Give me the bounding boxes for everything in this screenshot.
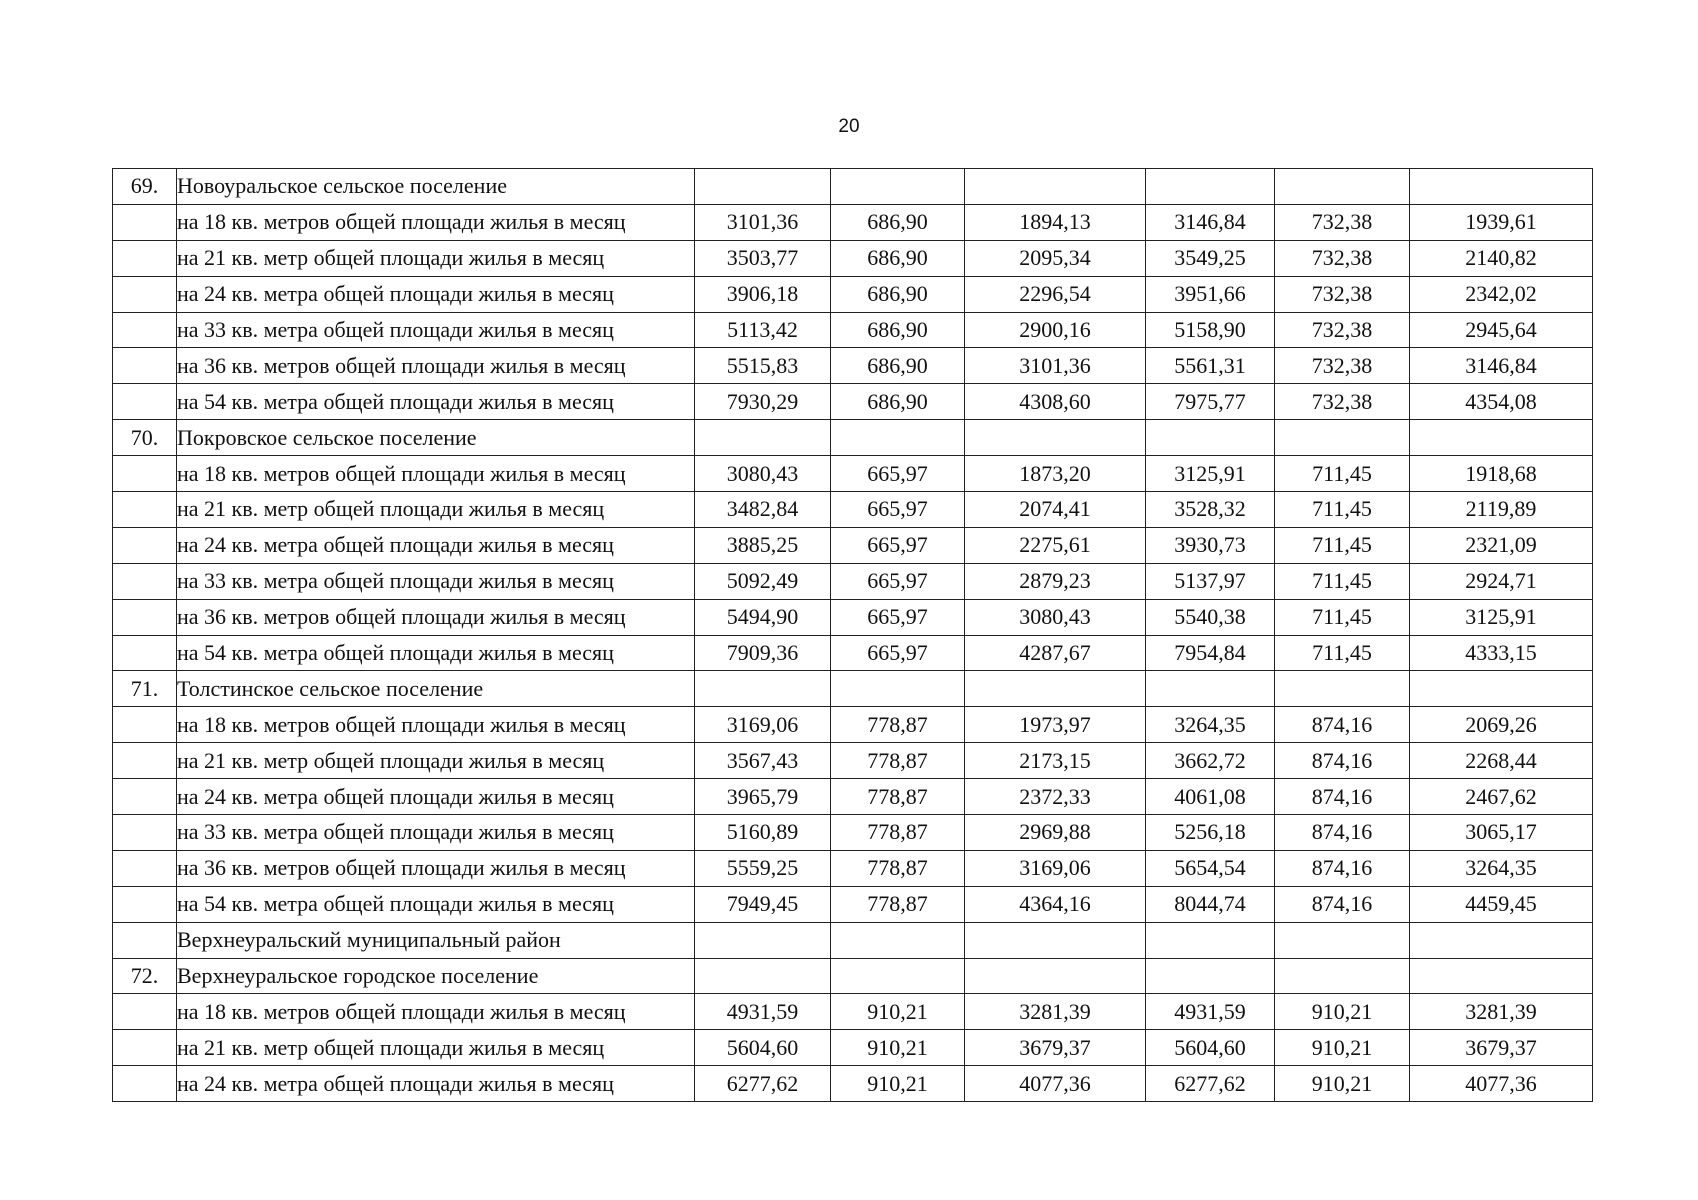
row-number-cell <box>113 815 177 851</box>
value-cell <box>965 958 1146 994</box>
value-cell: 7949,45 <box>695 886 831 922</box>
value-cell: 910,21 <box>831 1030 965 1066</box>
value-cell: 910,21 <box>831 1066 965 1102</box>
value-cell <box>695 671 831 707</box>
table-row <box>113 1066 1593 1102</box>
row-number-cell <box>113 779 177 815</box>
row-label-cell: на 21 кв. метр общей площади жилья в месяц <box>177 492 695 528</box>
value-cell: 3503,77 <box>695 240 831 276</box>
value-cell: 3065,17 <box>1410 815 1593 851</box>
row-label-cell: на 18 кв. метров общей площади жилья в месяц <box>177 707 695 743</box>
table-row <box>113 348 1593 384</box>
value-cell: 686,90 <box>831 204 965 240</box>
table-row <box>113 707 1593 743</box>
value-cell: 3169,06 <box>695 707 831 743</box>
value-cell: 3906,18 <box>695 276 831 312</box>
row-label-cell: Верхнеуральский муниципальный район <box>177 922 695 958</box>
value-cell: 665,97 <box>831 527 965 563</box>
value-cell: 3528,32 <box>1146 492 1275 528</box>
value-cell: 711,45 <box>1275 635 1410 671</box>
row-label-cell: на 24 кв. метра общей площади жилья в месяц <box>177 527 695 563</box>
value-cell: 665,97 <box>831 456 965 492</box>
value-cell: 874,16 <box>1275 815 1410 851</box>
value-cell: 665,97 <box>831 492 965 528</box>
value-cell: 874,16 <box>1275 850 1410 886</box>
value-cell: 3101,36 <box>695 204 831 240</box>
row-number-cell: 72. <box>113 958 177 994</box>
value-cell: 686,90 <box>831 276 965 312</box>
value-cell: 1894,13 <box>965 204 1146 240</box>
value-cell: 874,16 <box>1275 779 1410 815</box>
value-cell: 5113,42 <box>695 312 831 348</box>
value-cell: 4061,08 <box>1146 779 1275 815</box>
row-number-cell <box>113 527 177 563</box>
value-cell: 874,16 <box>1275 743 1410 779</box>
value-cell: 3951,66 <box>1146 276 1275 312</box>
value-cell: 2969,88 <box>965 815 1146 851</box>
value-cell: 1873,20 <box>965 456 1146 492</box>
value-cell <box>1146 420 1275 456</box>
row-label-cell: на 21 кв. метр общей площади жилья в месяц <box>177 240 695 276</box>
value-cell: 7930,29 <box>695 384 831 420</box>
table-row <box>113 850 1593 886</box>
value-cell <box>1275 922 1410 958</box>
value-cell: 910,21 <box>1275 994 1410 1030</box>
value-cell: 3080,43 <box>965 599 1146 635</box>
row-number-cell: 71. <box>113 671 177 707</box>
value-cell <box>1275 671 1410 707</box>
table-row <box>113 204 1593 240</box>
value-cell: 732,38 <box>1275 384 1410 420</box>
row-number-cell <box>113 850 177 886</box>
value-cell: 3169,06 <box>965 850 1146 886</box>
value-cell: 2900,16 <box>965 312 1146 348</box>
value-cell: 1939,61 <box>1410 204 1593 240</box>
value-cell: 910,21 <box>1275 1066 1410 1102</box>
page-number: 20 <box>838 116 860 137</box>
value-cell: 3125,91 <box>1146 456 1275 492</box>
value-cell <box>695 958 831 994</box>
row-number-cell <box>113 1030 177 1066</box>
row-number-cell: 70. <box>113 420 177 456</box>
value-cell: 4308,60 <box>965 384 1146 420</box>
table-row <box>113 994 1593 1030</box>
row-label-cell: на 36 кв. метров общей площади жилья в месяц <box>177 348 695 384</box>
value-cell: 4459,45 <box>1410 886 1593 922</box>
row-number-cell <box>113 492 177 528</box>
value-cell: 3482,84 <box>695 492 831 528</box>
table-row <box>113 815 1593 851</box>
value-cell: 5137,97 <box>1146 563 1275 599</box>
table-row <box>113 779 1593 815</box>
value-cell: 665,97 <box>831 599 965 635</box>
value-cell: 7975,77 <box>1146 384 1275 420</box>
value-cell: 686,90 <box>831 312 965 348</box>
table-row <box>113 599 1593 635</box>
value-cell: 4287,67 <box>965 635 1146 671</box>
value-cell <box>1146 671 1275 707</box>
value-cell: 1918,68 <box>1410 456 1593 492</box>
value-cell <box>965 169 1146 205</box>
row-label-cell: на 33 кв. метра общей площади жилья в месяц <box>177 815 695 851</box>
value-cell: 6277,62 <box>1146 1066 1275 1102</box>
row-number-cell <box>113 312 177 348</box>
table-body <box>113 169 1593 1102</box>
row-number-cell <box>113 563 177 599</box>
row-label-cell: на 18 кв. метров общей площади жилья в месяц <box>177 456 695 492</box>
value-cell: 732,38 <box>1275 348 1410 384</box>
value-cell <box>831 922 965 958</box>
value-cell: 2945,64 <box>1410 312 1593 348</box>
table-row <box>113 922 1593 958</box>
table-row <box>113 958 1593 994</box>
value-cell <box>695 169 831 205</box>
value-cell: 665,97 <box>831 635 965 671</box>
value-cell: 3264,35 <box>1410 850 1593 886</box>
value-cell: 6277,62 <box>695 1066 831 1102</box>
value-cell <box>831 169 965 205</box>
value-cell: 732,38 <box>1275 312 1410 348</box>
value-cell: 4077,36 <box>1410 1066 1593 1102</box>
value-cell: 2321,09 <box>1410 527 1593 563</box>
table-row <box>113 492 1593 528</box>
value-cell: 910,21 <box>1275 1030 1410 1066</box>
table-row <box>113 169 1593 205</box>
row-label-cell: Верхнеуральское городское поселение <box>177 958 695 994</box>
value-cell <box>1146 958 1275 994</box>
value-cell: 778,87 <box>831 707 965 743</box>
value-cell: 778,87 <box>831 815 965 851</box>
value-cell: 5559,25 <box>695 850 831 886</box>
table-row <box>113 276 1593 312</box>
value-cell: 874,16 <box>1275 886 1410 922</box>
row-number-cell <box>113 922 177 958</box>
table-row <box>113 527 1593 563</box>
row-label-cell: Толстинское сельское поселение <box>177 671 695 707</box>
value-cell: 5256,18 <box>1146 815 1275 851</box>
value-cell: 5158,90 <box>1146 312 1275 348</box>
value-cell: 5515,83 <box>695 348 831 384</box>
row-number-cell <box>113 204 177 240</box>
value-cell: 686,90 <box>831 348 965 384</box>
value-cell: 686,90 <box>831 384 965 420</box>
value-cell <box>1410 958 1593 994</box>
value-cell: 711,45 <box>1275 527 1410 563</box>
value-cell <box>1410 922 1593 958</box>
row-label-cell: на 54 кв. метра общей площади жилья в месяц <box>177 886 695 922</box>
value-cell: 8044,74 <box>1146 886 1275 922</box>
value-cell: 3080,43 <box>695 456 831 492</box>
value-cell: 2173,15 <box>965 743 1146 779</box>
value-cell: 1973,97 <box>965 707 1146 743</box>
value-cell <box>1146 169 1275 205</box>
value-cell <box>1275 420 1410 456</box>
value-cell: 3930,73 <box>1146 527 1275 563</box>
tariff-table <box>112 168 1593 1102</box>
value-cell: 3679,37 <box>1410 1030 1593 1066</box>
value-cell: 2296,54 <box>965 276 1146 312</box>
row-label-cell: на 33 кв. метра общей площади жилья в месяц <box>177 563 695 599</box>
row-number-cell <box>113 994 177 1030</box>
value-cell: 2119,89 <box>1410 492 1593 528</box>
row-label-cell: на 24 кв. метра общей площади жилья в месяц <box>177 276 695 312</box>
table-row <box>113 743 1593 779</box>
value-cell <box>1410 420 1593 456</box>
value-cell: 2069,26 <box>1410 707 1593 743</box>
value-cell: 5604,60 <box>1146 1030 1275 1066</box>
value-cell: 3885,25 <box>695 527 831 563</box>
value-cell: 2140,82 <box>1410 240 1593 276</box>
row-number-cell <box>113 635 177 671</box>
value-cell: 5160,89 <box>695 815 831 851</box>
value-cell: 5561,31 <box>1146 348 1275 384</box>
value-cell: 2268,44 <box>1410 743 1593 779</box>
value-cell <box>1275 169 1410 205</box>
row-number-cell <box>113 599 177 635</box>
value-cell <box>965 671 1146 707</box>
value-cell: 5092,49 <box>695 563 831 599</box>
value-cell: 3101,36 <box>965 348 1146 384</box>
row-label-cell: на 21 кв. метр общей площади жилья в месяц <box>177 1030 695 1066</box>
value-cell: 3146,84 <box>1410 348 1593 384</box>
row-label-cell: на 54 кв. метра общей площади жилья в месяц <box>177 384 695 420</box>
value-cell: 2372,33 <box>965 779 1146 815</box>
row-label-cell: Новоуральское сельское поселение <box>177 169 695 205</box>
value-cell: 4333,15 <box>1410 635 1593 671</box>
value-cell <box>1410 169 1593 205</box>
value-cell: 732,38 <box>1275 204 1410 240</box>
value-cell <box>1275 958 1410 994</box>
value-cell: 732,38 <box>1275 276 1410 312</box>
value-cell: 3679,37 <box>965 1030 1146 1066</box>
value-cell: 665,97 <box>831 563 965 599</box>
value-cell: 778,87 <box>831 743 965 779</box>
value-cell: 711,45 <box>1275 456 1410 492</box>
row-number-cell <box>113 384 177 420</box>
value-cell <box>1146 922 1275 958</box>
value-cell: 3567,43 <box>695 743 831 779</box>
table-row <box>113 384 1593 420</box>
value-cell: 2074,41 <box>965 492 1146 528</box>
value-cell: 5540,38 <box>1146 599 1275 635</box>
value-cell: 711,45 <box>1275 563 1410 599</box>
row-label-cell: на 33 кв. метра общей площади жилья в месяц <box>177 312 695 348</box>
row-label-cell: Покровское сельское поселение <box>177 420 695 456</box>
value-cell: 4077,36 <box>965 1066 1146 1102</box>
value-cell: 711,45 <box>1275 492 1410 528</box>
value-cell <box>695 922 831 958</box>
value-cell: 4931,59 <box>1146 994 1275 1030</box>
value-cell: 778,87 <box>831 850 965 886</box>
value-cell: 7954,84 <box>1146 635 1275 671</box>
row-number-cell <box>113 276 177 312</box>
value-cell <box>831 420 965 456</box>
value-cell: 2879,23 <box>965 563 1146 599</box>
value-cell: 2467,62 <box>1410 779 1593 815</box>
table-row <box>113 635 1593 671</box>
value-cell: 732,38 <box>1275 240 1410 276</box>
row-number-cell <box>113 743 177 779</box>
table-row <box>113 240 1593 276</box>
value-cell: 3264,35 <box>1146 707 1275 743</box>
row-number-cell <box>113 886 177 922</box>
row-number-cell <box>113 707 177 743</box>
table-row <box>113 420 1593 456</box>
row-number-cell <box>113 456 177 492</box>
value-cell: 7909,36 <box>695 635 831 671</box>
value-cell <box>1410 671 1593 707</box>
value-cell: 778,87 <box>831 886 965 922</box>
value-cell: 5604,60 <box>695 1030 831 1066</box>
value-cell: 4354,08 <box>1410 384 1593 420</box>
value-cell: 3125,91 <box>1410 599 1593 635</box>
row-number-cell <box>113 240 177 276</box>
table-row <box>113 671 1593 707</box>
value-cell: 2924,71 <box>1410 563 1593 599</box>
row-label-cell: на 24 кв. метра общей площади жилья в месяц <box>177 1066 695 1102</box>
value-cell: 2275,61 <box>965 527 1146 563</box>
value-cell: 711,45 <box>1275 599 1410 635</box>
row-label-cell: на 36 кв. метров общей площади жилья в месяц <box>177 599 695 635</box>
row-number-cell <box>113 348 177 384</box>
row-label-cell: на 21 кв. метр общей площади жилья в месяц <box>177 743 695 779</box>
row-label-cell: на 18 кв. метров общей площади жилья в месяц <box>177 204 695 240</box>
row-number-cell: 69. <box>113 169 177 205</box>
value-cell <box>831 958 965 994</box>
value-cell: 3662,72 <box>1146 743 1275 779</box>
value-cell <box>965 922 1146 958</box>
row-label-cell: на 54 кв. метра общей площади жилья в месяц <box>177 635 695 671</box>
value-cell: 3281,39 <box>1410 994 1593 1030</box>
value-cell: 5654,54 <box>1146 850 1275 886</box>
table-row <box>113 456 1593 492</box>
row-label-cell: на 36 кв. метров общей площади жилья в месяц <box>177 850 695 886</box>
value-cell: 3965,79 <box>695 779 831 815</box>
value-cell: 874,16 <box>1275 707 1410 743</box>
value-cell: 4364,16 <box>965 886 1146 922</box>
table-row <box>113 312 1593 348</box>
value-cell <box>695 420 831 456</box>
row-number-cell <box>113 1066 177 1102</box>
table-row <box>113 563 1593 599</box>
value-cell <box>831 671 965 707</box>
value-cell: 3146,84 <box>1146 204 1275 240</box>
value-cell: 778,87 <box>831 779 965 815</box>
value-cell: 3549,25 <box>1146 240 1275 276</box>
table-row <box>113 1030 1593 1066</box>
value-cell <box>965 420 1146 456</box>
value-cell: 4931,59 <box>695 994 831 1030</box>
value-cell: 910,21 <box>831 994 965 1030</box>
value-cell: 686,90 <box>831 240 965 276</box>
value-cell: 2095,34 <box>965 240 1146 276</box>
table-row <box>113 886 1593 922</box>
value-cell: 5494,90 <box>695 599 831 635</box>
value-cell: 2342,02 <box>1410 276 1593 312</box>
row-label-cell: на 24 кв. метра общей площади жилья в месяц <box>177 779 695 815</box>
row-label-cell: на 18 кв. метров общей площади жилья в месяц <box>177 994 695 1030</box>
value-cell: 3281,39 <box>965 994 1146 1030</box>
